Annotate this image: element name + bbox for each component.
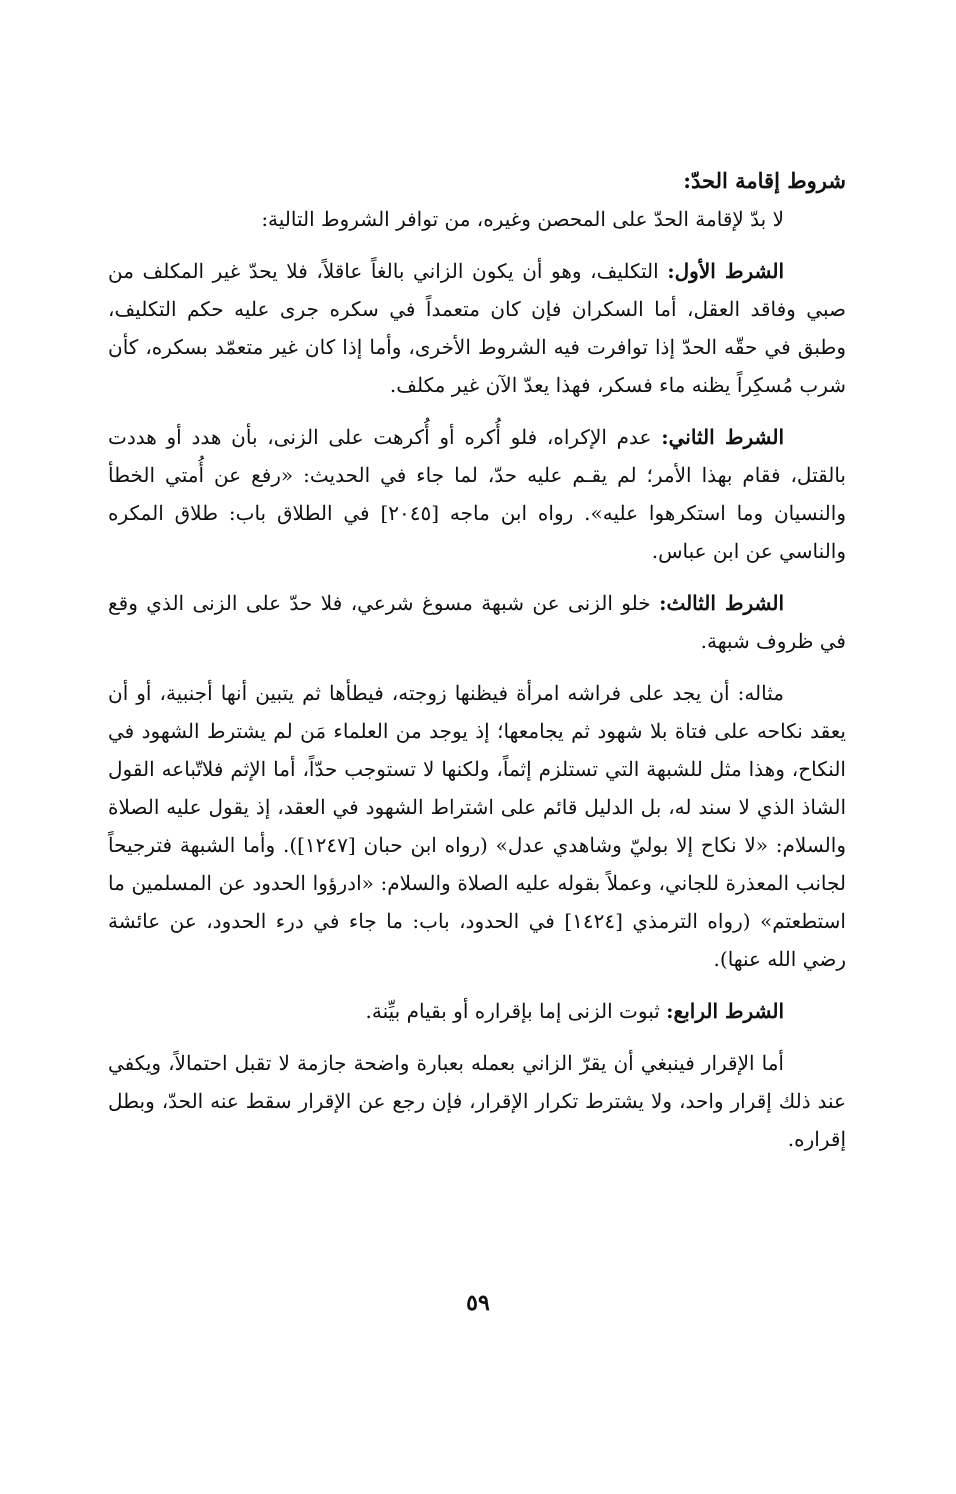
condition-1-paragraph	[108, 252, 846, 404]
section-heading: شروط إقامة الحدّ:	[683, 168, 846, 193]
condition-4-label: الشرط الرابع:	[666, 999, 784, 1023]
condition-4-text: ثبوت الزنى إما بإقراره أو بقيام بيِّنة.	[365, 999, 660, 1023]
condition-2-label: الشرط الثاني:	[661, 425, 785, 449]
condition-4-paragraph	[108, 992, 846, 1030]
condition-3-label: الشرط الثالث:	[659, 591, 785, 615]
condition-2-paragraph	[108, 418, 846, 570]
page-body	[108, 162, 846, 1158]
condition-3-text: خلو الزنى عن شبهة مسوغ شرعي، فلا حدّ على الزنى الذي وقع في ظروف شبهة.	[108, 591, 846, 653]
intro-paragraph: لا بدّ لإقامة الحدّ على المحصن وغيره، من توافر الشروط التالية:	[261, 207, 784, 231]
confession-paragraph: أما الإقرار فينبغي أن يقرّ الزاني بعمله بعبارة واضحة جازمة لا تقبل احتمالاً، ويكفي عند ذلك إقرار واحد، ولا يشترط تكرار الإقرار، فإن رجع عن الإقرار سقط عنه الحدّ، وبطل إقراره.	[108, 1051, 846, 1151]
condition-1-text: التكليف، وهو أن يكون الزاني بالغاً عاقلاً، فلا يحدّ غير المكلف من صبي وفاقد العقل، أما السكران فإن كان متعمداً في سكره جرى عليه حكم التكليف، وطبق في حقّه الحدّ إذا توافرت فيه الشروط الأخرى، وأما إذا كان غير متعمّد بسكره، كأن شرب مُسكِراً يظنه ماء فسكر، فهذا يعدّ الآن غير مكلف.	[108, 259, 846, 397]
condition-1-label: الشرط الأول:	[667, 259, 784, 283]
condition-2-text: عدم الإكراه، فلو أُكره أو أُكرهت على الزنى، بأن هدد أو هددت بالقتل، فقام بهذا الأمر؛ لم يقـم عليه حدّ، لما جاء في الحديث: «رفع عن أُمتي الخطأ والنسيان وما استكرهوا عليه». رواه ابن ماجه [٢٠٤٥] في الطلاق باب: طلاق المكره والناسي عن ابن عباس.	[108, 425, 846, 563]
example-paragraph: مثاله: أن يجد على فراشه امرأة فيظنها زوجته، فيطأها ثم يتبين أنها أجنبية، أو أن يعقد نكاحه على فتاة بلا شهود ثم يجامعها؛ إذ يوجد من العلماء مَن لم يشترط الشهود في النكاح، وهذا مثل للشبهة التي تستلزم إثماً، ولكنها لا تستوجب حدّاً، أما الإثم فلاتّباعه القول الشاذ الذي لا سند له، بل الدليل قائم على اشتراط الشهود في العقد، إذ يقول عليه الصلاة والسلام: «لا نكاح إلا بوليّ وشاهدي عدل» (رواه ابن حبان [١٢٤٧]). وأما الشبهة فترجيحاً لجانب المعذرة للجاني، وعملاً بقوله عليه الصلاة والسلام: «ادرؤوا الحدود عن المسلمين ما استطعتم» (رواه الترمذي [١٤٢٤] في الحدود، باب: ما جاء في درء الحدود، عن عائشة رضي الله عنها).	[108, 681, 846, 971]
condition-3-paragraph	[108, 584, 846, 660]
page-number: ٥٩	[466, 1290, 490, 1316]
